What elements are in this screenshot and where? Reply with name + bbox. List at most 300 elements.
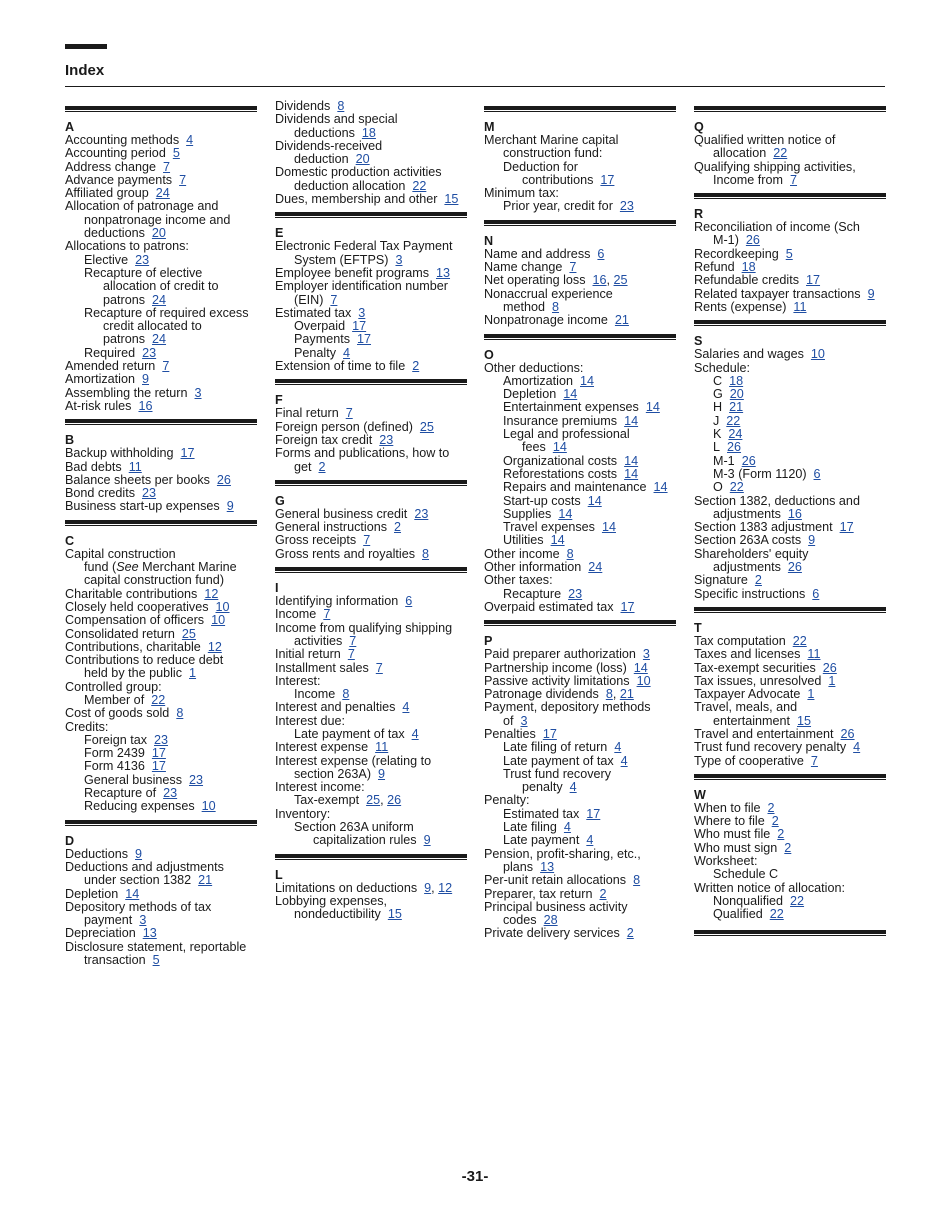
index-entry — [65, 187, 257, 200]
page-ref-link[interactable]: 17 — [542, 726, 557, 741]
page-ref-link[interactable]: 9 — [135, 846, 143, 861]
page-ref-link[interactable]: 14 — [552, 440, 567, 455]
page-ref-link[interactable]: 8 — [422, 546, 430, 561]
index-entry — [65, 654, 257, 667]
index-entry — [65, 254, 257, 267]
section-letter: C — [65, 533, 75, 548]
section-letter: S — [694, 334, 703, 349]
page-ref-link[interactable]: 23 — [379, 432, 394, 447]
index-entry-text: Form 4136 — [84, 759, 145, 774]
page-ref-link[interactable]: 20 — [151, 226, 166, 241]
page-ref-link[interactable]: 26 — [840, 726, 855, 741]
index-entry-text: Extension of time to file — [275, 359, 406, 374]
index-entry — [65, 941, 257, 954]
page-ref-link[interactable]: 8 — [566, 546, 574, 561]
index-entry-text: Private delivery services — [484, 926, 620, 941]
page-ref-link[interactable]: 25 — [613, 273, 628, 288]
page-ref-link[interactable]: 9 — [867, 286, 875, 301]
page-ref-link[interactable]: 14 — [633, 660, 648, 675]
page-ref-link[interactable]: 3 — [395, 252, 403, 267]
page-ref-link[interactable]: 4 — [853, 740, 861, 755]
page-ref-link[interactable]: 26 — [787, 560, 802, 575]
index-entry-text: plans — [503, 859, 534, 874]
page-ref-link[interactable]: 26 — [822, 660, 837, 675]
page-ref-link[interactable]: 8 — [633, 873, 641, 888]
page-ref-link[interactable]: 14 — [580, 373, 595, 388]
page-ref-link[interactable]: 7 — [330, 292, 338, 307]
page-ref-link[interactable]: 10 — [636, 673, 651, 688]
index-entry — [484, 375, 676, 388]
page-ref-link[interactable]: 7 — [347, 647, 355, 662]
index-entry-text: Insurance premiums — [503, 413, 618, 428]
page-ref-link[interactable]: 3 — [139, 913, 147, 928]
index-entry — [275, 622, 467, 635]
page-ref-link[interactable]: 24 — [588, 560, 603, 575]
page-ref-link[interactable]: 14 — [587, 493, 602, 508]
index-entry-text: Capital construction — [65, 546, 176, 561]
page-ref-link[interactable]: 22 — [773, 146, 788, 161]
index-entry — [65, 387, 257, 400]
index-entry-text: M-1) — [713, 233, 739, 248]
page-ref-link[interactable]: 12 — [438, 880, 453, 895]
page-ref-link[interactable]: 14 — [558, 506, 573, 521]
page-ref-link[interactable]: 22 — [729, 480, 744, 495]
page-ref-link[interactable]: 13 — [142, 926, 157, 941]
index-entry — [275, 662, 467, 675]
index-entry-text: Qualifying shipping activities, — [694, 159, 856, 174]
page-ref-link[interactable]: 22 — [726, 413, 741, 428]
index-entry-text: Partnership income (loss) — [484, 660, 627, 675]
index-entry — [694, 855, 886, 868]
page-ref-link[interactable]: 8 — [337, 99, 345, 113]
page-ref-link[interactable]: 6 — [813, 466, 821, 481]
index-entry — [484, 755, 676, 768]
page-ref-link[interactable]: 21 — [619, 687, 634, 702]
page-ref-link[interactable]: 3 — [194, 385, 202, 400]
page-ref-link[interactable]: 9 — [226, 499, 234, 514]
index-entry-text: Other deductions: — [484, 360, 584, 375]
page-ref-link[interactable]: 7 — [569, 260, 577, 275]
index-entry — [484, 401, 676, 414]
page-ref-link[interactable]: 15 — [797, 713, 812, 728]
index-entry — [275, 595, 467, 608]
page-ref-link[interactable]: 7 — [349, 633, 357, 648]
index-entry — [65, 267, 257, 280]
page-ref-link[interactable]: 21 — [614, 313, 629, 328]
page-ref-link[interactable]: 4 — [411, 726, 419, 741]
page-ref-link[interactable]: 3 — [520, 713, 528, 728]
page-ref-link[interactable]: 4 — [620, 753, 628, 768]
index-entry-text: Affiliated group — [65, 186, 149, 201]
page-ref-link[interactable]: 21 — [729, 400, 744, 415]
page-ref-link[interactable]: 18 — [729, 373, 744, 388]
index-entry-text: deduction allocation — [294, 178, 406, 193]
index-entry-text: Income — [275, 607, 317, 622]
index-entry-text: Depreciation — [65, 926, 136, 941]
page-ref-link[interactable]: 4 — [563, 820, 571, 835]
index-entry — [275, 113, 467, 126]
page-ref-link[interactable]: 7 — [363, 533, 371, 548]
index-entry-text: construction fund: — [503, 146, 603, 161]
page-ref-link[interactable]: 18 — [361, 125, 376, 140]
page-ref-link[interactable]: 7 — [179, 172, 187, 187]
index-entry-text: Dividends-received — [275, 138, 383, 153]
page-ref-link[interactable]: 28 — [543, 913, 558, 928]
page-ref-link[interactable]: 23 — [135, 252, 150, 267]
page-ref-link[interactable]: 9 — [142, 372, 150, 387]
page-ref-link[interactable]: 11 — [807, 647, 821, 662]
page-ref-link[interactable]: 17 — [151, 746, 166, 761]
page-ref-link[interactable]: 9 — [424, 880, 432, 895]
index-entry-text: Employee benefit programs — [275, 265, 430, 280]
index-entry — [65, 294, 257, 307]
index-entry — [694, 301, 886, 314]
page-ref-link[interactable]: 9 — [423, 833, 431, 848]
index-entry — [484, 362, 676, 375]
section-letter: B — [65, 433, 75, 448]
page-ref-link[interactable]: 24 — [152, 292, 167, 307]
page-ref-link[interactable]: 2 — [777, 827, 785, 842]
index-entry-text: L — [713, 440, 721, 455]
index-entry — [694, 815, 886, 828]
page-ref-link[interactable]: 15 — [444, 192, 459, 207]
page-ref-link[interactable]: 14 — [550, 533, 565, 548]
page-ref-link[interactable]: 3 — [358, 305, 366, 320]
index-entry — [65, 747, 257, 760]
index-entry — [65, 200, 257, 213]
page-ref-link[interactable]: 17 — [620, 599, 635, 614]
page-ref-link[interactable]: 17 — [600, 172, 615, 187]
section-rule — [275, 854, 467, 860]
page-ref-link[interactable]: 12 — [207, 639, 222, 654]
index-entry-text: At-risk rules — [65, 398, 132, 413]
index-entry — [484, 834, 676, 847]
page-ref-link[interactable]: 6 — [597, 246, 605, 261]
index-entry — [65, 147, 257, 160]
page-ref-link[interactable]: 14 — [624, 413, 639, 428]
index-entry-text: Balance sheets per books — [65, 472, 210, 487]
page-ref-link[interactable]: 10 — [201, 799, 216, 814]
index-entry-text: Where to file — [694, 814, 765, 829]
page-ref-link[interactable]: 2 — [784, 840, 792, 855]
page-ref-link[interactable]: 16 — [592, 273, 607, 288]
index-entry — [694, 234, 886, 247]
page-ref-link[interactable]: 26 — [741, 453, 756, 468]
index-entry — [275, 521, 467, 534]
index-column-2 — [275, 100, 467, 922]
page-ref-link[interactable]: 7 — [345, 406, 353, 421]
page-ref-link[interactable]: 2 — [394, 520, 402, 535]
page-ref-link[interactable]: 23 — [142, 486, 157, 501]
page-ref-link[interactable]: 13 — [540, 859, 555, 874]
page-ref-link[interactable]: 2 — [318, 459, 326, 474]
page-ref-link[interactable]: 11 — [128, 459, 142, 474]
index-entry: Patronage dividends 8, 21 — [484, 687, 634, 702]
section-rule — [694, 106, 886, 112]
index-entry-text: Interest expense (relating to — [275, 753, 432, 768]
page-ref-link[interactable]: 26 — [216, 472, 231, 487]
section-letter: O — [484, 347, 494, 362]
page-ref-link[interactable]: 17 — [180, 446, 195, 461]
index-entry — [694, 755, 886, 768]
index-entry — [484, 768, 676, 781]
index-entry — [484, 848, 676, 861]
index-entry-text: Form 2439 — [84, 746, 145, 761]
page-ref-link[interactable]: 2 — [767, 800, 775, 815]
index-entry-text: deductions — [84, 226, 145, 241]
page-ref-link[interactable]: 3 — [642, 647, 650, 662]
page-ref-link[interactable]: 14 — [645, 400, 660, 415]
page-ref-link[interactable]: 24 — [152, 332, 167, 347]
index-column-1 — [65, 100, 257, 967]
index-entry-text: Disclosure statement, reportable — [65, 939, 247, 954]
index-entry — [275, 127, 467, 140]
index-entry — [275, 280, 467, 293]
index-entry-text: Contributions to reduce debt — [65, 653, 224, 668]
page-ref-link[interactable]: 23 — [414, 506, 429, 521]
index-entry-text: M-3 (Form 1120) — [713, 466, 807, 481]
index-entry — [484, 715, 676, 728]
index-entry-text: activities — [294, 633, 343, 648]
index-entry-text: Recapture of — [84, 786, 157, 801]
page-ref-link[interactable]: 22 — [790, 893, 805, 908]
page-ref-link[interactable]: 26 — [727, 440, 742, 455]
index-entry-text: Section 263A uniform — [294, 820, 414, 835]
index-entry — [484, 927, 676, 940]
page-ref-link[interactable]: 9 — [808, 533, 816, 548]
page-ref-link[interactable]: 24 — [155, 186, 170, 201]
page-ref-link[interactable]: 17 — [357, 332, 372, 347]
page-ref-link[interactable]: 23 — [154, 732, 169, 747]
column-end-rule — [694, 930, 886, 936]
index-entry — [484, 388, 676, 401]
index-entry — [484, 521, 676, 534]
index-entry — [65, 307, 257, 320]
page-ref-link[interactable]: 23 — [619, 199, 634, 214]
index-entry — [65, 861, 257, 874]
index-entry — [65, 614, 257, 627]
page-ref-link[interactable]: 17 — [586, 806, 601, 821]
index-entry-text: Recordkeeping — [694, 246, 779, 261]
index-entry-text: Reducing expenses — [84, 799, 195, 814]
page-ref-link[interactable]: 24 — [728, 427, 743, 442]
page-ref-link[interactable]: 4 — [586, 833, 594, 848]
index-entry — [484, 675, 676, 688]
index-entry-text: Backup withholding — [65, 446, 174, 461]
index-entry-text: Dividends and special — [275, 112, 398, 127]
page-ref-link[interactable]: 13 — [436, 265, 451, 280]
index-entry — [65, 174, 257, 187]
page-ref-link[interactable]: 4 — [569, 780, 577, 795]
index-entry — [275, 447, 467, 460]
index-entry-text: Interest and penalties — [275, 700, 396, 715]
index-entry — [694, 468, 886, 481]
index-entry-text: Late payment — [503, 833, 580, 848]
index-entry-text: Allocations to patrons: — [65, 239, 189, 254]
page-ref-link[interactable]: 7 — [323, 607, 331, 622]
index-entry — [694, 728, 886, 741]
index-entry — [694, 274, 886, 287]
page-ref-link[interactable]: 23 — [189, 772, 204, 787]
page-ref-link[interactable]: 14 — [601, 520, 616, 535]
page-ref-link[interactable]: 7 — [162, 359, 170, 374]
index-entry — [65, 927, 257, 940]
page-ref-link[interactable]: 1 — [189, 666, 197, 681]
page-ref-link[interactable]: 4 — [186, 133, 194, 147]
page-ref-link[interactable]: 1 — [807, 687, 815, 702]
page-ref-link[interactable]: 26 — [745, 233, 760, 248]
index-entry-text: get — [294, 459, 312, 474]
page-ref-link[interactable]: 17 — [151, 759, 166, 774]
page-ref-link[interactable]: 8 — [342, 687, 350, 702]
index-entry-text: Compensation of officers — [65, 613, 205, 628]
index-entry — [275, 688, 467, 701]
page-ref-link[interactable]: 7 — [810, 753, 818, 768]
page-ref-link[interactable]: 2 — [412, 359, 420, 374]
index-entry-text: under section 1382 — [84, 873, 192, 888]
index-entry-text: Interest income: — [275, 780, 365, 795]
index-entry-text: Merchant Marine capital — [484, 133, 619, 147]
page-ref-link[interactable]: 18 — [741, 260, 756, 275]
page-ref-link[interactable]: 20 — [355, 152, 370, 167]
page-ref-link[interactable]: 7 — [790, 172, 798, 187]
page-ref-link[interactable]: 14 — [563, 387, 578, 402]
page-ref-link[interactable]: 20 — [729, 387, 744, 402]
page-ref-link[interactable]: 7 — [375, 660, 383, 675]
section-letter: M — [484, 120, 495, 134]
page-ref-link[interactable]: 23 — [163, 786, 178, 801]
page-ref-link[interactable]: 11 — [793, 299, 807, 314]
page-ref-link[interactable]: 9 — [378, 766, 386, 781]
page-ref-link[interactable]: 5 — [152, 953, 160, 968]
page-ref-link[interactable]: 21 — [198, 873, 213, 888]
index-entry — [275, 461, 467, 474]
index-entry-text: Accounting methods — [65, 133, 180, 147]
page-ref-link[interactable]: 11 — [375, 740, 389, 755]
page-ref-link[interactable]: 25 — [419, 419, 434, 434]
page-ref-link[interactable]: 5 — [172, 146, 180, 161]
page-number: -31- — [461, 1168, 489, 1185]
index-entry-text: Recapture of required excess — [84, 305, 249, 320]
page-ref-link[interactable]: 17 — [839, 520, 854, 535]
page-ref-link[interactable]: 10 — [215, 599, 230, 614]
index-entry-text: nonpatronage income and — [84, 212, 231, 227]
index-entry-text: Income from — [713, 172, 783, 187]
index-entry-text: Utilities — [503, 533, 544, 548]
page-ref-link[interactable]: 2 — [754, 573, 762, 588]
page-ref-link[interactable]: 17 — [352, 319, 367, 334]
index-entry — [275, 153, 467, 166]
page-ref-link[interactable]: 4 — [614, 740, 622, 755]
index-entry — [65, 280, 257, 293]
index-entry-text: method — [503, 299, 546, 314]
index-entry-text: nondeductibility — [294, 907, 381, 922]
page-ref-link[interactable]: 2 — [626, 926, 634, 941]
index-entry-text: Refundable credits — [694, 273, 800, 288]
index-entry — [275, 821, 467, 834]
page-ref-link[interactable]: 23 — [142, 345, 157, 360]
page-ref-link[interactable]: 1 — [828, 673, 836, 688]
page-ref-link[interactable]: 16 — [138, 398, 153, 413]
index-entry — [275, 166, 467, 179]
index-entry — [65, 874, 257, 887]
page-ref-link[interactable]: 15 — [387, 907, 402, 922]
page-ref-link[interactable]: 4 — [343, 345, 351, 360]
page-ref-link[interactable]: 2 — [599, 886, 607, 901]
index-entry — [275, 294, 467, 307]
index-entry — [484, 174, 676, 187]
page-ref-link[interactable]: 22 — [412, 178, 427, 193]
index-entry-text: Reforestations costs — [503, 466, 618, 481]
index-entry — [484, 914, 676, 927]
index-entry — [275, 100, 467, 113]
page-ref-link[interactable]: 10 — [211, 613, 226, 628]
index-entry-text: Start-up costs — [503, 493, 581, 508]
page-ref-link[interactable]: 7 — [163, 159, 171, 174]
index-entry-text: Specific instructions — [694, 586, 806, 601]
section-letter: E — [275, 226, 284, 241]
page-ref-link[interactable]: 8 — [605, 687, 613, 702]
page-ref-link[interactable]: 16 — [787, 506, 802, 521]
page-ref-link[interactable]: 22 — [792, 633, 807, 648]
page-ref-link[interactable]: 14 — [624, 453, 639, 468]
page-ref-link[interactable]: 6 — [405, 594, 413, 609]
page-ref-link[interactable]: 8 — [176, 706, 184, 721]
index-entry — [484, 481, 676, 494]
page-ref-link[interactable]: 14 — [125, 886, 140, 901]
page-ref-link[interactable]: 4 — [402, 700, 410, 715]
index-entry — [65, 774, 257, 787]
index-entry — [484, 428, 676, 441]
section-letter: Q — [694, 120, 704, 134]
page-ref-link[interactable]: 17 — [806, 273, 821, 288]
index-entry — [275, 267, 467, 280]
page-ref-link[interactable]: 8 — [552, 299, 560, 314]
page-ref-link[interactable]: 14 — [624, 466, 639, 481]
page-ref-link[interactable]: 25 — [366, 793, 381, 808]
section-rule — [65, 106, 257, 112]
index-entry — [484, 821, 676, 834]
page-ref-link[interactable]: 23 — [568, 586, 583, 601]
index-entry-text: transaction — [84, 953, 146, 968]
index-entry-text: Travel expenses — [503, 520, 595, 535]
index-entry — [484, 574, 676, 587]
page-ref-link[interactable]: 26 — [387, 793, 402, 808]
index-entry — [484, 561, 676, 574]
index-entry — [694, 508, 886, 521]
page-ref-link[interactable]: 22 — [151, 692, 166, 707]
index-entry-text: Overpaid — [294, 319, 346, 334]
page-ref-link[interactable]: 14 — [653, 480, 668, 495]
page-ref-link[interactable]: 10 — [810, 347, 825, 362]
page-ref-link[interactable]: 2 — [771, 814, 779, 829]
page-ref-link[interactable]: 12 — [204, 586, 219, 601]
index-entry-text: Pension, profit-sharing, etc., — [484, 846, 641, 861]
index-entry-text: Payment, depository methods — [484, 700, 651, 715]
index-entry — [484, 601, 676, 614]
index-entry — [65, 760, 257, 773]
index-entry-text: Trust fund recovery penalty — [694, 740, 847, 755]
index-entry-text: Late payment of tax — [294, 726, 405, 741]
index-entry-text: O — [713, 480, 723, 495]
page-ref-link[interactable]: 22 — [769, 907, 784, 922]
page-ref-link[interactable]: 25 — [181, 626, 196, 641]
index-entry — [275, 741, 467, 754]
index-entry: Tax-exempt 25, 26 — [294, 793, 402, 808]
page-ref-link[interactable]: 5 — [785, 246, 793, 261]
page-ref-link[interactable]: 6 — [812, 586, 820, 601]
index-entry-text: K — [713, 427, 722, 442]
